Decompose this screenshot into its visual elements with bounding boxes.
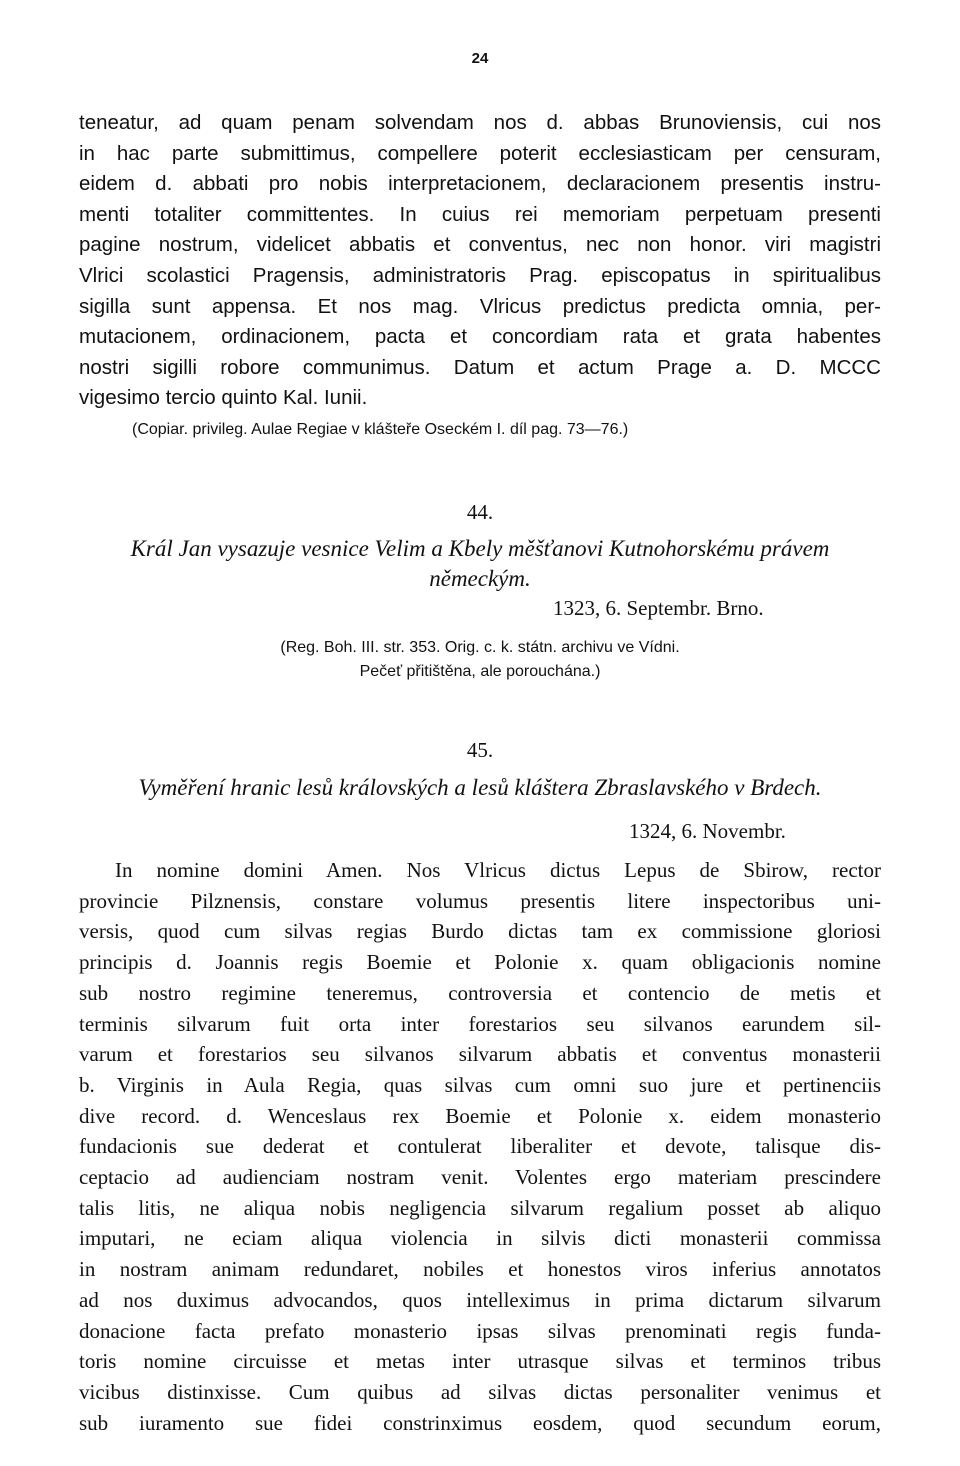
title-line: Král Jan vysazuje vesnice Velim a Kbely měšťanovi Kutnohorskému právem <box>130 536 830 561</box>
note-line: (Reg. Boh. III. str. 353. Orig. c. k. státn. archivu ve Vídni. <box>280 639 680 656</box>
document-text-45 <box>79 855 881 1438</box>
page-number: 24 <box>471 50 489 67</box>
document-date-45: 1324, 6. Novembr. <box>629 819 786 843</box>
document-number-44: 44. <box>466 500 494 524</box>
text-line: in hac parte submittimus, compellere poterit ecclesiasticam per censuram, <box>79 141 881 165</box>
text-line: terminis silvarum fuit orta inter forestarios seu silvanos earundem sil- <box>79 1011 881 1036</box>
text-line: teneatur, ad quam penam solvendam nos d. abbas Brunoviensis, cui nos <box>79 111 881 134</box>
text-line: ceptacio ad audienciam nostram venit. Volentes ergo materiam prescindere <box>79 1165 881 1190</box>
text-line: In nomine domini Amen. Nos Vlricus dictus Lepus de Sbirow, rector <box>115 858 881 882</box>
title-line: německým. <box>429 566 531 591</box>
document-number-45: 45. <box>466 738 494 762</box>
text-line: vigesimo tercio quinto Kal. Iunii. <box>79 386 368 410</box>
text-line: versis, quod cum silvas regias Burdo dictas tam ex commissione gloriosi <box>79 919 881 944</box>
paragraph-continuation <box>79 108 881 414</box>
text-line: sub nostro regimine teneremus, controversia et contencio de metis et <box>79 980 881 1005</box>
archive-note-44 <box>0 636 960 684</box>
text-line: talis litis, ne aliqua nobis negligencia silvarum regalium posset ab aliquo <box>79 1195 881 1220</box>
text-line: imputari, ne eciam aliqua violencia in silvis dicti monasterii commissa <box>79 1226 881 1251</box>
note-line: Pečeť přitištěna, ale porouchána.) <box>359 663 601 680</box>
source-note: (Copiar. privileg. Aulae Regiae v klášteře Oseckém I. díl pag. 73—76.) <box>132 421 629 438</box>
text-line: varum et forestarios seu silvanos silvarum abbatis et conventus monasterii <box>79 1042 881 1067</box>
document-date-44: 1323, 6. Septembr. Brno. <box>553 596 764 620</box>
text-line: ad nos duximus advocandos, quos intelleximus in prima dictarum silvarum <box>79 1287 881 1312</box>
text-line: nostri sigilli robore communimus. Datum et actum Prage a. D. MCCC <box>79 355 881 379</box>
text-line: vicibus distinxisse. Cum quibus ad silvas dictas personaliter venimus et <box>79 1379 881 1404</box>
document-title-45: Vyměření hranic lesů královských a lesů kláštera Zbraslavského v Brdech. <box>138 775 822 800</box>
text-line: sub iuramento sue fidei constrinximus eosdem, quod secundum eorum, <box>79 1410 881 1435</box>
text-line: donacione facta prefato monasterio ipsas silvas prenominati regis funda- <box>79 1318 881 1343</box>
text-line: dive record. d. Wenceslaus rex Boemie et Polonie x. eidem monasterio <box>79 1103 881 1128</box>
text-line: sigilla sunt appensa. Et nos mag. Vlricus predictus predicta omnia, per- <box>79 294 881 318</box>
text-line: provincie Pilznensis, constare volumus presentis litere inspectoribus uni- <box>79 888 881 913</box>
text-line: in nostram animam redundaret, nobiles et honestos viros inferius annotatos <box>79 1257 881 1282</box>
text-line: menti totaliter committentes. In cuius rei memoriam perpetuam presenti <box>79 202 881 226</box>
document-title-44 <box>0 534 960 594</box>
text-line: b. Virginis in Aula Regia, quas silvas cum omni suo jure et pertinenciis <box>79 1072 881 1097</box>
text-line: principis d. Joannis regis Boemie et Polonie x. quam obligacionis nomine <box>79 950 881 975</box>
text-line: mutacionem, ordinacionem, pacta et concordiam rata et grata habentes <box>79 325 881 349</box>
text-line: pagine nostrum, videlicet abbatis et conventus, nec non honor. viri magistri <box>79 233 881 257</box>
text-line: fundacionis sue dederat et contulerat liberaliter et devote, talisque dis- <box>79 1134 881 1159</box>
text-line: toris nomine circuisse et metas inter utrasque silvas et terminos tribus <box>79 1349 881 1374</box>
text-line: eidem d. abbati pro nobis interpretacionem, declaracionem presentis instru- <box>79 172 881 196</box>
text-line: Vlrici scolastici Pragensis, administratoris Prag. episcopatus in spiritualibus <box>79 263 881 287</box>
